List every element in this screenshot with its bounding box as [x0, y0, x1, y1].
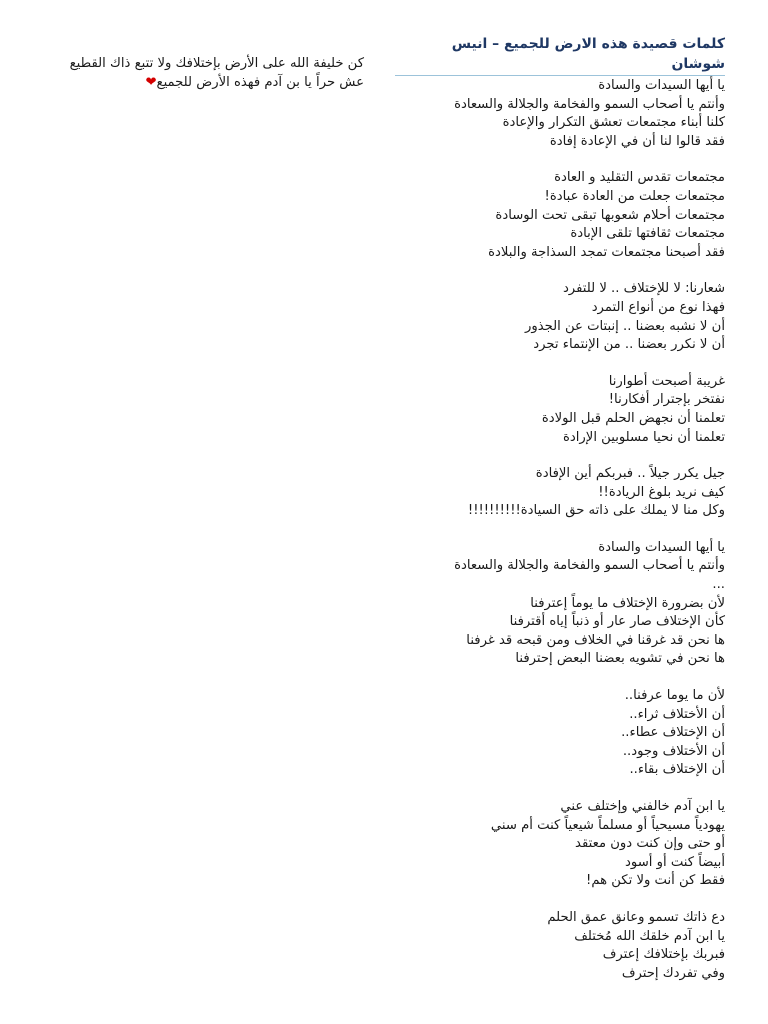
- stanza: [395, 465, 725, 521]
- poem-line: نفتخر بإجترار أفكارنا!: [608, 392, 725, 408]
- poem-title: كلمات قصيدة هذه الارض للجميع – انيس شوشان: [395, 34, 725, 76]
- poem-line: وكل منا لا يملك على ذاته حق السيادة!!!!!!!!!!: [467, 503, 725, 519]
- poem-line: كلنا أبناء مجتمعات تعشق التكرار والإعادة: [502, 115, 725, 131]
- poem-body: [395, 77, 725, 983]
- poem-line: يا ابن آدم خلقك الله مُختلف: [574, 928, 725, 944]
- side-note-line-1: كن خليفة الله على الأرض بإختلافك ولا تتبع ذاك القطيع: [69, 56, 364, 71]
- poem-line: أو حتى وإن كنت دون معتقد: [575, 836, 725, 852]
- stanza: [395, 373, 725, 447]
- poem-line: غريبة أصبحت أطوارنا: [608, 373, 725, 389]
- poem-line: مجتمعات أحلام شعوبها تبقى تحت الوسادة: [495, 207, 725, 223]
- poem-line: أن الأختلاف وجود..: [622, 743, 725, 759]
- poem-line: كيف نريد بلوغ الريادة!!: [598, 484, 725, 500]
- poem-column: [395, 34, 725, 1001]
- poem-line: مجتمعات تقدس التقليد و العادة: [554, 170, 725, 186]
- poem-line: لأن ما يوما عرفنا..: [624, 688, 725, 704]
- poem-line: أن لا نكرر بعضنا .. من الإنتماء تجرد: [533, 337, 725, 353]
- poem-line: دع ذاتك تسمو وعانق عمق الحلم: [547, 909, 725, 925]
- poem-line: كأن الإختلاف صار عار أو ذنباً إياه أقترفنا: [509, 614, 725, 630]
- poem-line: وأنتم يا أصحاب السمو والفخامة والجلالة والسعادة: [454, 558, 725, 574]
- poem-line: شعارنا: لا للإختلاف .. لا للتفرد: [562, 281, 725, 297]
- side-note: [52, 55, 364, 92]
- poem-line: ها نحن في تشويه بعضنا البعض إحترفنا: [515, 651, 725, 667]
- poem-line: أبيضاً كنت أو أسود: [625, 854, 725, 870]
- poem-line: يا أيها السيدات والسادة: [598, 539, 725, 555]
- heart-icon: ❤: [145, 74, 157, 90]
- poem-line: تعلمنا أن نجهض الحلم قبل الولادة: [541, 410, 725, 426]
- poem-line: وفي تفردك إحترف: [621, 965, 725, 981]
- poem-line: ها نحن قد غرقنا في الخلاف ومن قبحه قد غرفنا: [466, 632, 725, 648]
- stanza: [395, 798, 725, 891]
- poem-line: فقد أصبحنا مجتمعات تمجد السذاجة والبلادة: [488, 244, 725, 260]
- poem-line: تعلمنا أن نحيا مسلوبين الإرادة: [562, 429, 725, 445]
- stanza: [395, 687, 725, 780]
- poem-line: يا ابن آدم خالفني وإختلف عني: [560, 799, 725, 814]
- poem-line: مجتمعات جعلت من العادة عبادة!: [544, 188, 725, 204]
- poem-line: فهذا نوع من أنواع التمرد: [591, 299, 725, 315]
- side-note-line-2-text: عش حراً يا بن آدم فهذه الأرض للجميع: [156, 74, 364, 90]
- poem-line: يا أيها السيدات والسادة: [598, 78, 725, 93]
- poem-line: أن الإختلاف بقاء..: [629, 762, 725, 778]
- poem-line: أن الإختلاف عطاء..: [621, 725, 725, 741]
- stanza: [395, 539, 725, 669]
- poem-line: لأن بضرورة الإختلاف ما يوماً إعترفنا: [530, 595, 725, 611]
- poem-line: أن الأختلاف ثراء..: [629, 706, 725, 722]
- poem-line: وأنتم يا أصحاب السمو والفخامة والجلالة والسعادة: [454, 96, 725, 112]
- stanza: [395, 169, 725, 262]
- poem-line: فقد قالوا لنا أن في الإعادة إفادة: [549, 133, 725, 149]
- poem-line: ...: [712, 577, 725, 593]
- poem-line: فقط كن أنت ولا تكن هم!: [586, 873, 725, 889]
- poem-line: فبربك بإختلافك إعترف: [602, 947, 725, 963]
- poem-line: أن لا نشبه بعضنا .. إنبتات عن الجذور: [524, 318, 725, 334]
- poem-line: جيل يكرر جيلاً .. فبربكم أين الإفادة: [535, 466, 725, 482]
- poem-line: يهودياً مسيحياً أو مسلماً شيعياً كنت أم سني: [490, 817, 725, 833]
- poem-line: مجتمعات ثقافتها تلقى الإبادة: [570, 226, 725, 242]
- stanza: [395, 77, 725, 151]
- side-note-line-2: [52, 74, 364, 93]
- stanza: [395, 280, 725, 354]
- stanza: [395, 909, 725, 983]
